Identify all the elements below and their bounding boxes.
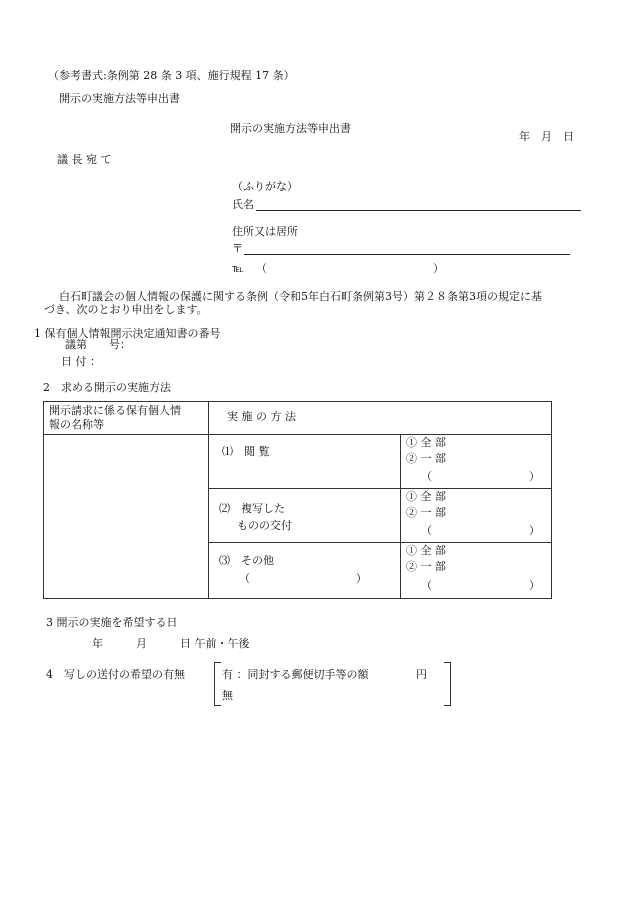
reference-note: （参考書式:条例第 28 条 3 項、施行規程 17 条）	[48, 69, 295, 82]
bracket-left	[214, 662, 221, 706]
paren-open: （	[421, 524, 432, 537]
notice-date-field[interactable]: 日 付 ：	[61, 355, 101, 368]
method-table	[43, 401, 552, 599]
section4-heading: 4 写しの送付の希望の有無	[46, 668, 185, 681]
addressee: 議 長 宛 て	[57, 153, 112, 166]
section3-heading: 3 開示の実施を希望する日	[46, 616, 178, 629]
page-title: 開示の実施方法等申出書	[230, 122, 351, 135]
paren-close: ）	[529, 579, 540, 592]
option-partial[interactable]: ② 一 部	[406, 506, 446, 519]
postage-no-option[interactable]: 無	[222, 689, 233, 702]
intro-line-1: 白石町議会の個人情報の保護に関する条例（令和5年白石町条例第3号）第２８条第3項の規定に基	[59, 290, 542, 303]
paren-close: ）	[529, 470, 540, 483]
method-copy-label-2: ものの交付	[237, 519, 292, 532]
name-label: 氏名	[232, 198, 254, 211]
paren-open: （	[421, 470, 432, 483]
method-copy-label-1: ⑵ 複写した	[219, 502, 285, 515]
header-method-text: 実 施 の 方 法	[227, 410, 296, 423]
scope-cell-view[interactable]	[401, 435, 552, 489]
other-paren-open: （	[239, 572, 250, 585]
scope-cell-other[interactable]	[401, 543, 552, 599]
header-info-line-2: 報の名称等	[49, 418, 104, 431]
furigana-label: （ふりがな）	[232, 180, 298, 193]
table-header-method	[209, 402, 552, 435]
date-field[interactable]: 年 月 日	[519, 130, 574, 143]
header-info-line-1: 開示請求に係る保有個人情	[49, 404, 181, 417]
table-header-info-name	[44, 402, 209, 435]
tel-paren-close: ）	[433, 262, 444, 275]
other-paren-close: ）	[356, 572, 367, 585]
option-all[interactable]: ① 全 部	[406, 544, 446, 557]
paren-open: （	[421, 579, 432, 592]
preferred-date-field[interactable]: 年 月 日 午前・午後	[92, 637, 250, 650]
address-label: 住所又は居所	[232, 225, 298, 238]
method-other-label: ⑶ その他	[219, 554, 274, 567]
intro-line-2: づき、次のとおり申出をします。	[44, 303, 208, 316]
tel-field[interactable]	[270, 260, 430, 276]
name-field[interactable]	[256, 210, 581, 211]
notice-number-field[interactable]: 議第 号：	[65, 338, 131, 351]
method-cell-other[interactable]	[209, 543, 401, 599]
info-name-field[interactable]	[44, 435, 209, 599]
yen-label: 円	[416, 668, 427, 681]
option-all[interactable]: ① 全 部	[406, 490, 446, 503]
document-label: 開示の実施方法等申出書	[59, 92, 180, 105]
option-all[interactable]: ① 全 部	[406, 436, 446, 449]
method-view-label: ⑴ 閲 覧	[222, 445, 270, 458]
postal-mark: 〒	[232, 242, 243, 255]
postage-yes-option[interactable]: 有 ：同封する郵便切手等の額	[222, 668, 369, 681]
method-cell-copy[interactable]	[209, 489, 401, 543]
scope-cell-copy[interactable]	[401, 489, 552, 543]
method-cell-view[interactable]	[209, 435, 401, 489]
section2-heading: 2 求める開示の実施方法	[43, 381, 171, 394]
bracket-right	[444, 662, 451, 706]
address-field[interactable]	[244, 254, 570, 255]
paren-close: ）	[529, 524, 540, 537]
option-partial[interactable]: ② 一 部	[406, 560, 446, 573]
tel-paren-open: （	[256, 262, 267, 275]
option-partial[interactable]: ② 一 部	[406, 452, 446, 465]
section1-heading: 1 保有個人情報開示決定通知書の番号	[34, 327, 221, 340]
tel-label: ℡	[232, 262, 244, 275]
